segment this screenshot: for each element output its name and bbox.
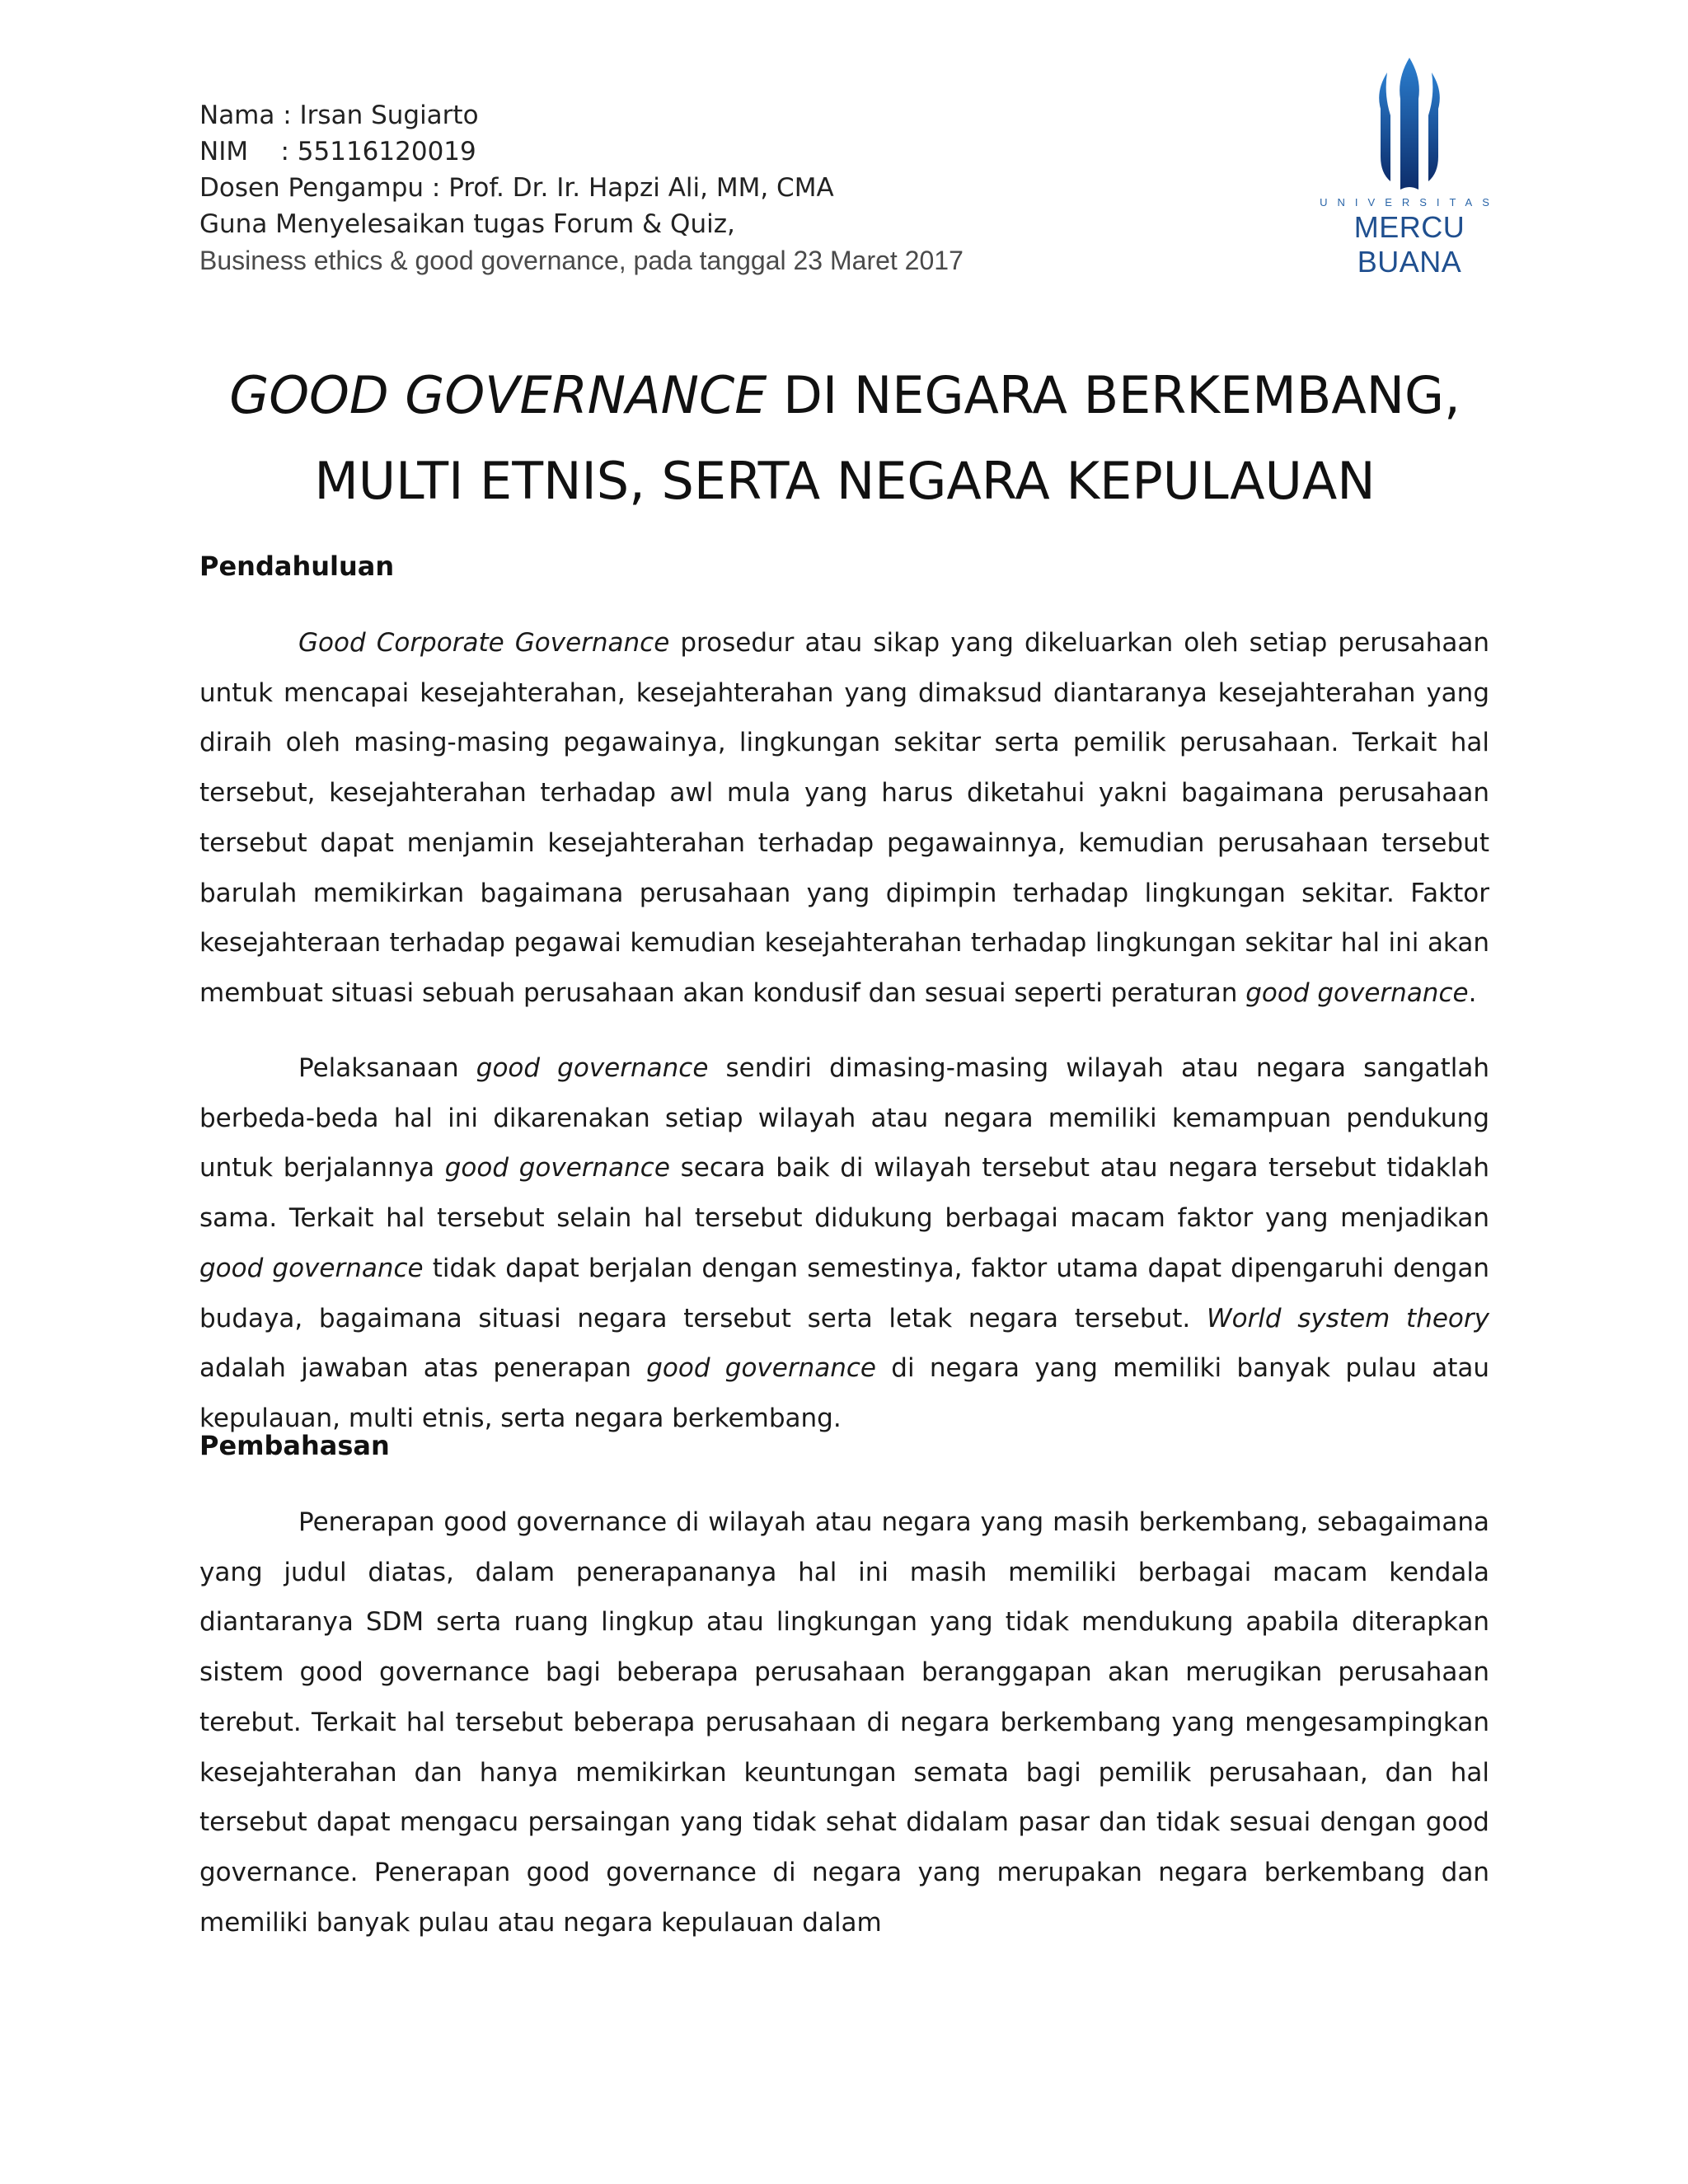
term-italic: good governance: [199, 1253, 424, 1283]
text-run: sendiri dimasing-masing wilayah atau negara sangatlah berbeda-beda hal ini dikarenakan setiap wilayah atau negara memiliki kemampuan pendukung untuk berjalannya: [199, 1053, 1490, 1183]
text-run: secara baik di wilayah tersebut atau negara tersebut tidaklah sama. Terkait hal tersebut selain hal tersebut didukung berbagai macam faktor yang menjadikan: [199, 1153, 1490, 1234]
title-rest: DI NEGARA BERKEMBANG,: [767, 365, 1461, 425]
mercu-buana-logo: [1298, 58, 1521, 279]
course-date: Business ethics & good governance, pada tanggal 23 Maret 2017: [199, 246, 964, 275]
text-run: Pelaksanaan: [298, 1053, 476, 1083]
lecturer: Dosen Pengampu : Prof. Dr. Ir. Hapzi Ali, MM, CMA: [199, 173, 834, 203]
term-italic: good governance: [646, 1353, 876, 1384]
flame-logo-icon: [1372, 58, 1447, 191]
text-run: adalah jawaban atas penerapan: [199, 1353, 647, 1384]
text-run: .: [1468, 977, 1477, 1008]
term-italic: Good Corporate Governance: [298, 628, 670, 658]
student-nim: NIM : 55116120019: [199, 137, 476, 166]
paragraph-intro-2: [199, 1043, 1489, 1444]
heading-pendahuluan: Pendahuluan: [199, 551, 395, 582]
logo-brand-name: MERCU BUANA: [1353, 210, 1465, 279]
title-line-1: [124, 353, 1566, 438]
assignment-purpose: Guna Menyelesaikan tugas Forum & Quiz,: [199, 209, 735, 239]
text-run: di negara yang memiliki banyak pulau atau kepulauan, multi etnis, serta negara berkembang.: [199, 1353, 1489, 1433]
term-italic: good governance: [476, 1053, 709, 1083]
term-italic: good governance: [444, 1153, 670, 1183]
student-name: Nama : Irsan Sugiarto: [199, 101, 479, 130]
document-title: [124, 353, 1566, 524]
heading-pembahasan: Pembahasan: [199, 1430, 390, 1461]
student-info-header: [199, 97, 1230, 279]
logo-universitas-text: UNIVERSITAS: [1320, 196, 1499, 209]
term-italic: good governance: [1245, 977, 1469, 1008]
term-italic: World system theory: [1206, 1303, 1489, 1333]
paragraph-discussion-1: Penerapan good governance di wilayah atau negara yang masih berkembang, sebagaimana yang judul diatas, dalam penerapananya hal ini masih memiliki berbagai macam kendala diantaranya SDM serta ruang lingkup atau lingkungan yang tidak mendukung apabila diterapkan sistem good governance bagi beberapa perusahaan beranggapan akan merugikan perusahaan terebut. Terkait hal tersebut beberapa perusahaan di negara berkembang yang mengesampingkan kesejahterahan dan hanya memikirkan keuntungan semata bagi pemilik perusahaan, dan hal tersebut dapat mengacu persaingan yang tidak sehat didalam pasar dan tidak sesuai dengan good governance. Penerapan good governance di negara yang merupakan negara berkembang dan memiliki banyak pulau atau negara kepulauan dalam: [199, 1507, 1489, 1938]
paragraph-intro-1: [199, 618, 1489, 1019]
text-run: prosedur atau sikap yang dikeluarkan oleh setiap perusahaan untuk mencapai kesejahterahan, kesejahterahan yang dimaksud diantaranya kesejahterahan yang diraih oleh masing-masing pegawainya, lingkungan sekitar serta pemilik perusahaan. Terkait hal tersebut, kesejahterahan terhadap awl mula yang harus diketahui yakni bagaimana perusahaan tersebut dapat menjamin kesejahterahan terhadap pegawainnya, kemudian perusahaan tersebut barulah memikirkan bagaimana perusahaan yang dipimpin terhadap lingkungan sekitar. Faktor kesejahteraan terhadap pegawai kemudian kesejahterahan terhadap lingkungan sekitar hal ini akan membuat situasi sebuah perusahaan akan kondusif dan sesuai seperti peraturan: [199, 628, 1489, 1008]
title-line-2: MULTI ETNIS, SERTA NEGARA KEPULAUAN: [314, 451, 1376, 511]
text-run: tidak dapat berjalan dengan semestinya, faktor utama dapat dipengaruhi dengan budaya, bagaimana situasi negara tersebut serta letak negara tersebut.: [199, 1253, 1489, 1333]
title-italic: GOOD GOVERNANCE: [229, 365, 767, 425]
